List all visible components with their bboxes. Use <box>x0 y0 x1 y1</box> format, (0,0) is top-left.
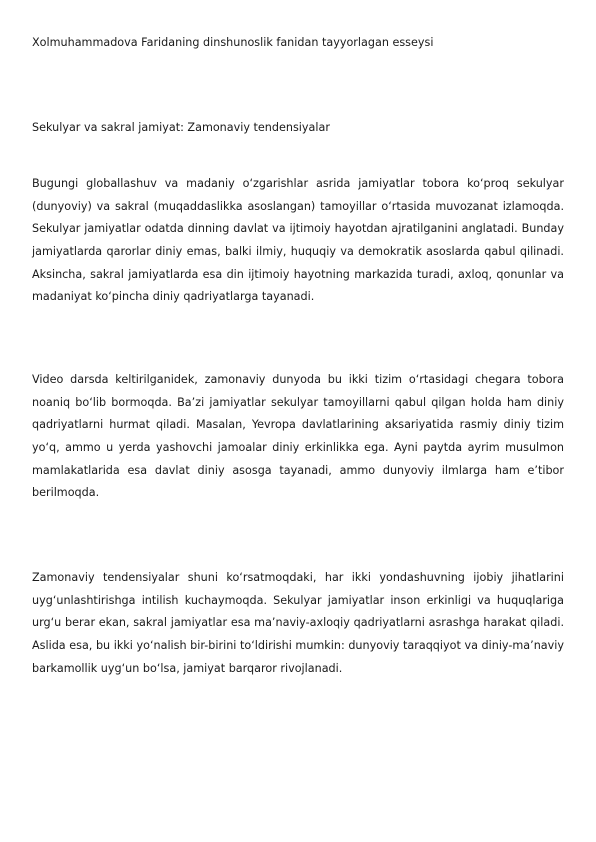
essay-paragraph-1: Bugungi globallashuv va madaniy o‘zgarishlar asrida jamiyatlar tobora ko‘proq sekulyar (dunyoviy) va sakral (muqaddaslikka asoslangan) tamoyillar o‘rtasida muvozanat izlamoqda. Sekulyar jamiyatlar odatda dinning davlat va ijtimoiy hayotdan ajratilganini anglatadi. Bunday jamiyatlarda qarorlar diniy emas, balki ilmiy, huquqiy va demokratik asoslarda qabul qilinadi. Aksincha, sakral jamiyatlarda esa din ijtimoiy hayotning markazida turadi, axloq, qonunlar va madaniyat ko‘pincha diniy qadriyatlarga tayanadi. <box>32 177 564 304</box>
essay-paragraph-2: Video darsda keltirilganidek, zamonaviy dunyoda bu ikki tizim o‘rtasidagi chegara tobora noaniq bo‘lib bormoqda. Ba’zi jamiyatlar sekulyar tamoyillarni qabul qilgan holda ham diniy qadriyatlarni hurmat qiladi. Masalan, Yevropa davlatlarining aksariyatida rasmiy diniy tizim yo‘q, ammo u yerda yashovchi jamoalar diniy erkinlikka ega. Ayni paytda ayrim musulmon mamlakatlarida esa davlat diniy asosga tayanadi, ammo dunyoviy ilmlarga ham e’tibor berilmoqda. <box>32 373 564 500</box>
essay-title: Sekulyar va sakral jamiyat: Zamonaviy tendensiyalar <box>32 121 330 134</box>
document-header: Xolmuhammadova Faridaning dinshunoslik fanidan tayyorlagan esseysi <box>32 36 434 49</box>
essay-paragraph-3: Zamonaviy tendensiyalar shuni ko‘rsatmoqdaki, har ikki yondashuvning ijobiy jihatlarini uyg‘unlashtirishga intilish kuchaymoqda. Sekulyar jamiyatlar inson erkinligi va huquqlariga urg‘u berar ekan, sakral jamiyatlar esa ma’naviy-axloqiy qadriyatlarni asrashga harakat qiladi. Aslida esa, bu ikki yo‘nalish bir-birini to‘ldirishi mumkin: dunyoviy taraqqiyot va diniy-ma’naviy barkamollik uyg‘un bo‘lsa, jamiyat barqaror rivojlanadi. <box>32 571 564 675</box>
